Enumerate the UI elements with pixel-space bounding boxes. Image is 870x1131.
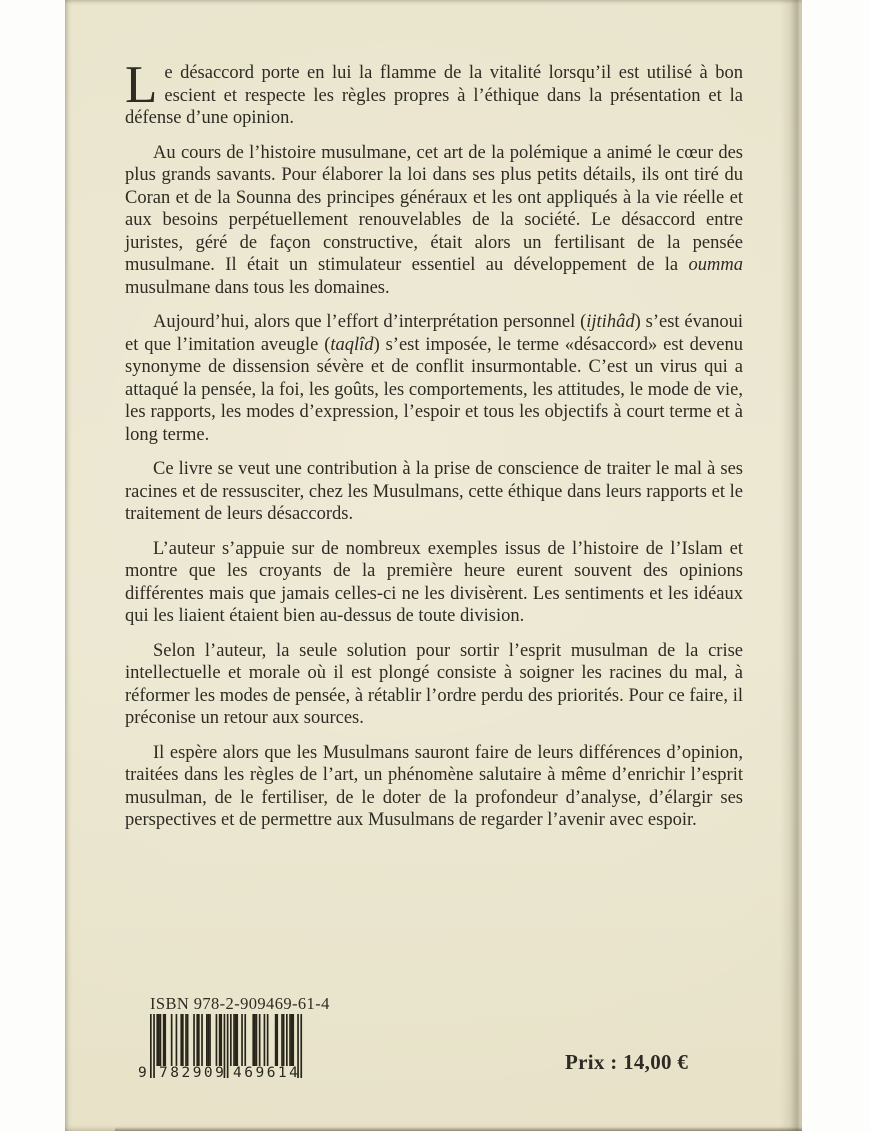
paragraph-text: ) s’est évanoui et que l’imitation aveugle ( bbox=[125, 312, 743, 355]
paragraph bbox=[125, 458, 743, 526]
paragraph bbox=[125, 538, 743, 628]
paragraph bbox=[125, 742, 743, 832]
price-label: Prix : 14,00 € bbox=[565, 1050, 689, 1074]
barcode-digits-left: 782909 bbox=[159, 1065, 227, 1081]
book-cover bbox=[65, 0, 802, 1131]
barcode-digit-first: 9 bbox=[138, 1065, 147, 1081]
drop-cap: L bbox=[125, 56, 158, 114]
paragraph-text: Ce livre se veut une contribution à la prise de conscience de traiter le mal à ses racines et de ressusciter, chez les Musulmans, cette éthique dans leurs rapports et le traitement de leurs désaccords. bbox=[125, 459, 743, 524]
italic-term: taqlîd bbox=[330, 334, 374, 355]
ean13-barcode bbox=[138, 1014, 320, 1084]
paragraph bbox=[125, 640, 743, 730]
paragraph-text: e désaccord porte en lui la flamme de la vitalité lorsqu’il est utilisé à bon escient et respecte les règles propres à l’éthique dans la présentation et la défense d’une opinion. bbox=[125, 63, 743, 128]
barcode-digits-right: 469614 bbox=[233, 1065, 301, 1081]
cover-edge-shading bbox=[780, 0, 802, 1131]
italic-term: ijtihâd bbox=[586, 312, 635, 332]
paragraph-text: Selon l’auteur, la seule solution pour sortir l’esprit musulman de la crise intellectuelle et morale où il est plongé consiste à soigner les racines du mal, à réformer les modes de pensée, à rétablir l’ordre perdu des priorités. Pour ce faire, il préconise un retour aux sources. bbox=[125, 640, 743, 728]
blurb-text bbox=[125, 56, 743, 844]
paragraph bbox=[125, 311, 743, 446]
paragraph bbox=[125, 142, 743, 300]
paragraph-text: ) s’est imposée, le terme «désaccord» est devenu synonyme de dissension sévère et de conflit insurmontable. C’est un virus qui a attaqué la pensée, la foi, les goûts, les comportements, les attitudes, le mode de vie, les rapports, les modes d’expression, l’espoir et tous les objectifs à court terme et à long terme. bbox=[125, 334, 743, 445]
paragraph-text: Aujourd’hui, alors que l’effort d’interprétation personnel ( bbox=[153, 312, 587, 332]
cover-bottom-shadow bbox=[115, 1127, 802, 1131]
paragraph bbox=[125, 56, 743, 130]
isbn-label: ISBN 978-2-909469-61-4 bbox=[150, 994, 330, 1013]
paragraph-text: L’auteur s’appuie sur de nombreux exemples issus de l’histoire de l’Islam et montre que les croyants de la première heure eurent souvent des opinions différentes mais que jamais celles-ci ne les divisèrent. Les sentiments et les idéaux qui les liaient étaient bien au-dessus de toute division. bbox=[125, 538, 743, 626]
italic-term: oumma bbox=[688, 255, 743, 275]
paragraph-text: Il espère alors que les Musulmans sauront faire de leurs différences d’opinion, traitées dans les règles de l’art, un phénomène salutaire à même d’enrichir l’esprit musulman, de le fertiliser, de le doter de la profondeur d’analyse, d’élargir ses perspectives et de permettre aux Musulmans de regarder l’avenir avec espoir. bbox=[125, 742, 743, 830]
paragraph-text: musulmane dans tous les domaines. bbox=[125, 277, 390, 298]
paragraph-text: Au cours de l’histoire musulmane, cet art de la polémique a animé le cœur des plus grands savants. Pour élaborer la loi dans ses plus petits détails, ils ont tiré du Coran et de la Sounna des principes généraux et les ont appliqués à la vie réelle et aux besoins perpétuellement renouvelables de la société. Le désaccord entre juristes, géré de façon constructive, était alors un fertilisant de la pensée musulmane. Il était un stimulateur essentiel au développement de la bbox=[125, 142, 743, 275]
